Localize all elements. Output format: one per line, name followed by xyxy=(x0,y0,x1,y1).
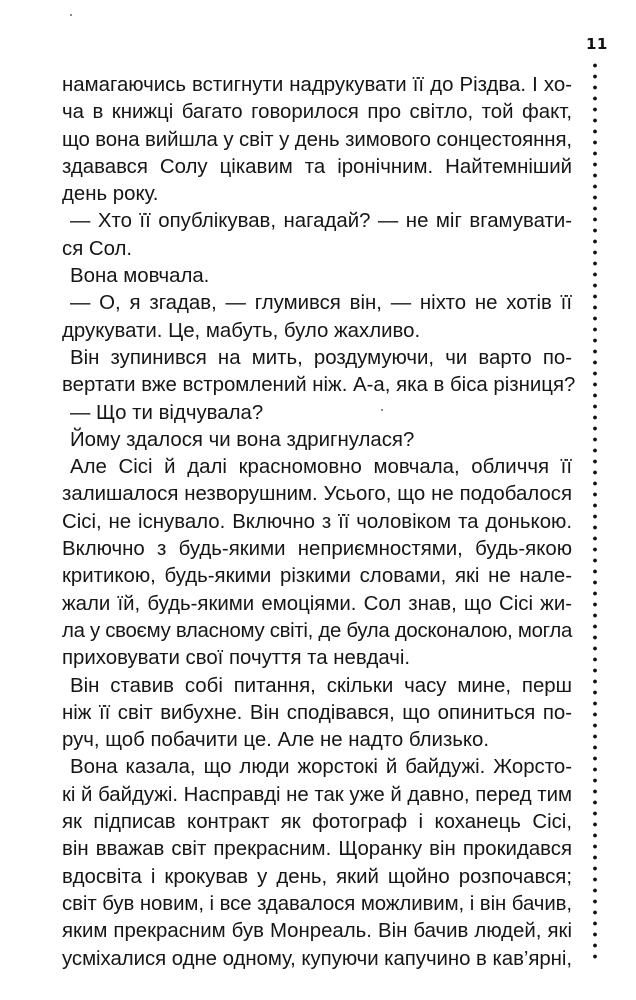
text-line-content: вдосвіта і крокував у день, який щойно розпочався; xyxy=(62,865,572,888)
text-line xyxy=(62,454,572,481)
text-line xyxy=(62,591,572,618)
text-line xyxy=(62,891,572,918)
text-line-content: ча в книжці багато говорилося про світло, той факт, xyxy=(62,101,572,124)
text-line-content: вертати вже встромлений ніж. А-а, яка в біса різниця? xyxy=(62,374,576,397)
text-line-content: — Що ти відчувала? xyxy=(70,401,264,424)
text-line-content: Він ставив собі питання, скільки часу мине, перш xyxy=(70,674,572,697)
text-line xyxy=(62,864,572,891)
text-line xyxy=(62,345,572,372)
text-line-content: день року. xyxy=(62,183,159,206)
text-line xyxy=(62,154,572,181)
text-line xyxy=(62,673,572,700)
text-line xyxy=(62,918,572,945)
text-line xyxy=(62,754,572,781)
text-line xyxy=(62,400,572,427)
text-line-content: здавався Солу цікавим та іронічним. Найтемніший xyxy=(62,155,572,178)
text-line-content: Але Сісі й далі красномовно мовчала, обличчя її xyxy=(70,456,572,479)
text-line-content: Вона мовчала. xyxy=(70,265,210,288)
text-line xyxy=(62,236,572,263)
print-speck xyxy=(70,14,72,16)
text-line-content: Йому здалося чи вона здригнулася? xyxy=(70,428,415,451)
page-number: 11 xyxy=(586,35,608,53)
text-line-content: світ був новим, і все здавалося можливим, і він бачив, xyxy=(62,892,572,915)
text-line xyxy=(62,809,572,836)
text-line xyxy=(62,618,572,645)
text-line xyxy=(62,782,572,809)
text-line xyxy=(62,645,572,672)
text-line xyxy=(62,208,572,235)
text-line xyxy=(62,427,572,454)
text-line-content: Сісі, не існувало. Включно з її чоловіком та донькою. xyxy=(62,510,572,533)
text-line xyxy=(62,509,572,536)
text-line-content: приховувати свої почуття та невдачі. xyxy=(62,647,411,670)
text-line-content: критикою, будь-якими різкими словами, які не нале- xyxy=(62,565,572,588)
text-line xyxy=(62,481,572,508)
text-line-content: — Хто її опублікував, нагадай? — не міг вгамувати- xyxy=(70,210,572,233)
text-line xyxy=(62,946,572,973)
text-line-content: Включно з будь-якими неприємностями, будь-якою xyxy=(62,538,572,561)
text-line xyxy=(62,836,572,863)
text-line-content: намагаючись встигнути надрукувати її до Різдва. І хо- xyxy=(62,74,572,96)
text-line-content: Він зупинився на мить, роздумуючи, чи варто по- xyxy=(70,346,572,369)
text-line-content: ніж її світ вибухне. Він сподівався, що опиниться по- xyxy=(62,701,572,724)
text-line xyxy=(62,372,576,399)
text-line-content: усміхалися одне одному, купуючи капучино в кав’ярні, xyxy=(62,947,572,970)
text-line xyxy=(62,127,572,154)
text-line xyxy=(62,563,572,590)
text-line xyxy=(62,72,572,99)
text-line xyxy=(62,318,572,345)
text-line-content: залишалося незворушним. Усього, що не подобалося xyxy=(62,483,572,506)
text-line xyxy=(62,263,572,290)
text-line-content: друкувати. Це, мабуть, було жахливо. xyxy=(62,319,421,342)
text-line-content: ла у своєму власному світі, де була досконалою, могла xyxy=(62,619,572,642)
text-line xyxy=(62,700,572,727)
text-line-content: як підписав контракт як фотограф і коханець Сісі, xyxy=(62,811,572,834)
text-line-content: руч, щоб побачити це. Але не надто близько. xyxy=(62,729,490,752)
text-line-content: ся Сол. xyxy=(62,237,133,260)
text-line-content: кі й байдужі. Насправді не так уже й давно, перед тим xyxy=(62,783,572,806)
text-line-content: яким прекрасним був Монреаль. Він бачив людей, які xyxy=(62,920,572,943)
text-line-content: що вона вийшла у світ у день зимового сонцестояння, xyxy=(62,128,572,151)
text-line-content: жали їй, будь-якими емоціями. Сол знав, що Сісі жи- xyxy=(62,592,572,615)
text-line xyxy=(62,536,572,563)
text-line xyxy=(62,727,572,754)
text-line xyxy=(62,99,572,126)
body-text xyxy=(62,72,576,973)
text-line xyxy=(62,181,572,208)
text-line xyxy=(62,290,572,317)
dotted-margin-rule xyxy=(593,60,597,960)
text-line-content: він вважав світ прекрасним. Щоранку він прокидався xyxy=(62,838,572,861)
text-line-content: Вона казала, що люди жорстокі й байдужі. Жорсто- xyxy=(70,756,572,779)
text-line-content: — О, я згадав, — глумився він, — ніхто не хотів її xyxy=(70,292,572,315)
